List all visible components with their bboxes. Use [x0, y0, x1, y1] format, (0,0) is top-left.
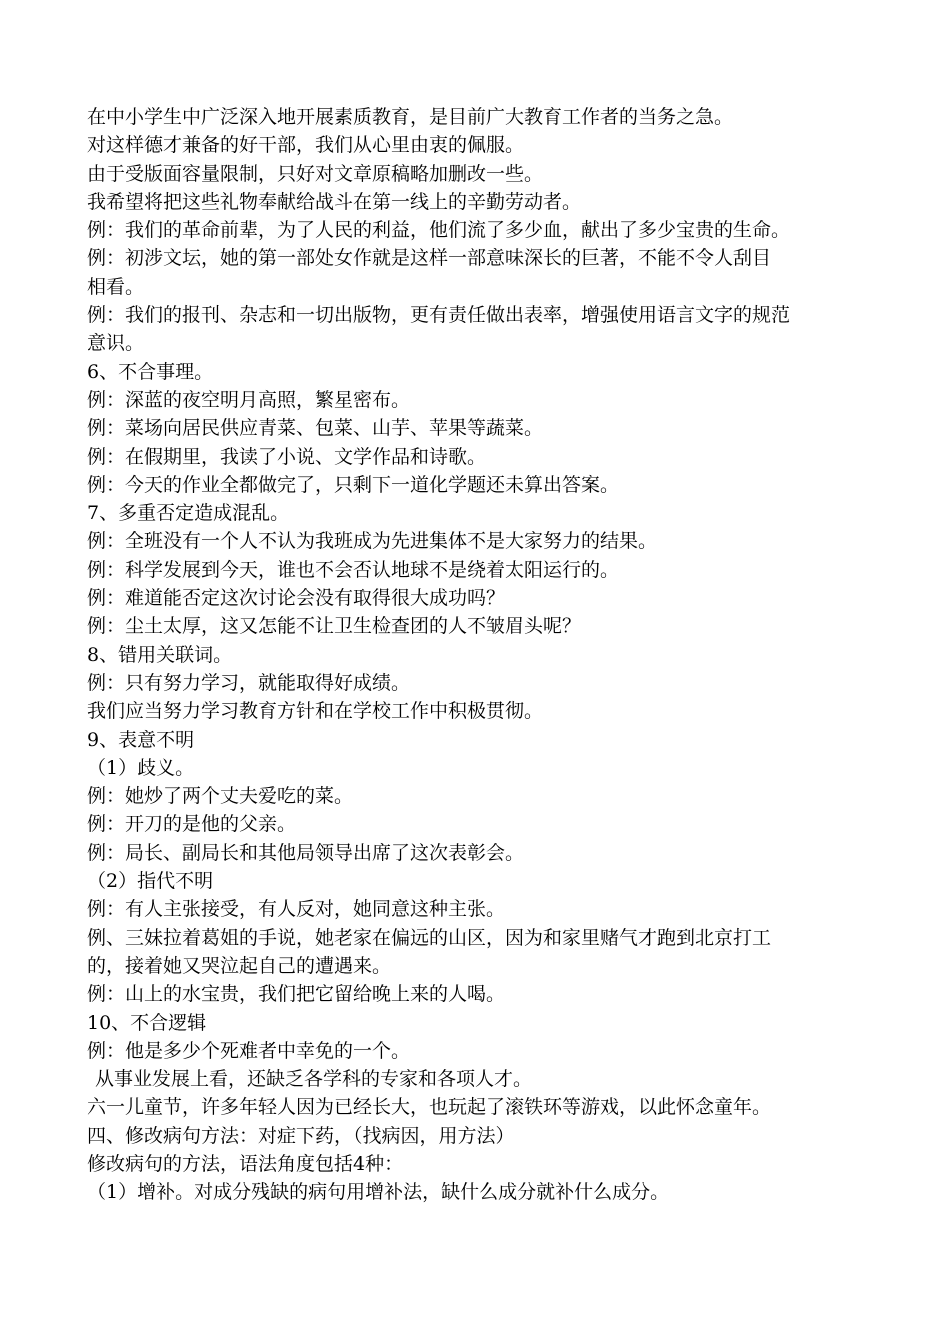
text-line: 我们应当努力学习教育方针和在学校工作中积极贯彻。	[87, 700, 544, 723]
section-heading: 9、表意不明	[87, 728, 195, 751]
text-line: 意识。	[87, 332, 145, 355]
text-line: 例：全班没有一个人不认为我班成为先进集体不是大家努力的结果。	[87, 530, 658, 553]
text-line: 例：难道能否定这次讨论会没有取得很大成功吗？	[87, 587, 506, 610]
text-line: 例：局长、副局长和其他局领导出席了这次表彰会。	[87, 841, 525, 864]
section-heading: 7、多重否定造成混乱。	[87, 502, 290, 525]
text-line: 例：她炒了两个丈夫爱吃的菜。	[87, 785, 354, 808]
subsection-heading: （1）增补。对成分残缺的病句用增补法，缺什么成分就补什么成分。	[87, 1181, 670, 1204]
section-heading: 四、修改病句方法：对症下药，（找病因，用方法）	[87, 1124, 515, 1147]
text-line: 从事业发展上看，还缺乏各学科的专家和各项人才。	[95, 1068, 533, 1091]
subsection-heading: （2）指代不明	[87, 870, 214, 893]
text-line: 例：初涉文坛，她的第一部处女作就是这样一部意味深长的巨著，不能不令人刮目	[87, 247, 772, 270]
text-line: 的，接着她又哭泣起自己的遭遇来。	[87, 954, 392, 977]
text-line: 对这样德才兼备的好干部，我们从心里由衷的佩服。	[87, 134, 525, 157]
text-line: 例：有人主张接受，有人反对，她同意这种主张。	[87, 898, 506, 921]
text-line: 例：我们的报刊、杂志和一切出版物，更有责任做出表率，增强使用语言文字的规范	[87, 304, 791, 327]
section-heading: 6、不合事理。	[87, 360, 214, 383]
subsection-heading: （1）歧义。	[87, 756, 195, 779]
text-line: 例：山上的水宝贵，我们把它留给晚上来的人喝。	[87, 983, 506, 1006]
text-line: 例：尘土太厚，这又怎能不让卫生检查团的人不皱眉头呢？	[87, 615, 582, 638]
text-line: 例：在假期里，我读了小说、文学作品和诗歌。	[87, 445, 487, 468]
section-heading: 8、错用关联词。	[87, 643, 233, 666]
text-line: 由于受版面容量限制，只好对文章原稿略加删改一些。	[87, 162, 544, 185]
text-line: 例：科学发展到今天，谁也不会否认地球不是绕着太阳运行的。	[87, 558, 620, 581]
text-line: 修改病句的方法，语法角度包括4种：	[87, 1152, 404, 1175]
text-line: 例：菜场向居民供应青菜、包菜、山芋、苹果等蔬菜。	[87, 417, 544, 440]
text-line: 例：只有努力学习，就能取得好成绩。	[87, 671, 411, 694]
text-line: 例：开刀的是他的父亲。	[87, 813, 297, 836]
text-line: 我希望将把这些礼物奉献给战斗在第一线上的辛勤劳动者。	[87, 190, 582, 213]
text-line: 六一儿童节，许多年轻人因为已经长大，也玩起了滚铁环等游戏，以此怀念童年。	[87, 1096, 772, 1119]
section-heading: 10、不合逻辑	[87, 1011, 207, 1034]
text-line: 相看。	[87, 275, 145, 298]
text-line: 例：今天的作业全都做完了，只剩下一道化学题还未算出答案。	[87, 473, 620, 496]
text-line: 例：深蓝的夜空明月高照，繁星密布。	[87, 388, 411, 411]
text-line: 例：他是多少个死难者中幸免的一个。	[87, 1039, 411, 1062]
text-line: 例：我们的革命前辈，为了人民的利益，他们流了多少血，献出了多少宝贵的生命。	[87, 219, 791, 242]
text-line: 在中小学生中广泛深入地开展素质教育，是目前广大教育工作者的当务之急。	[87, 106, 734, 128]
text-line: 例、三妹拉着葛姐的手说，她老家在偏远的山区，因为和家里赌气才跑到北京打工	[87, 926, 772, 949]
